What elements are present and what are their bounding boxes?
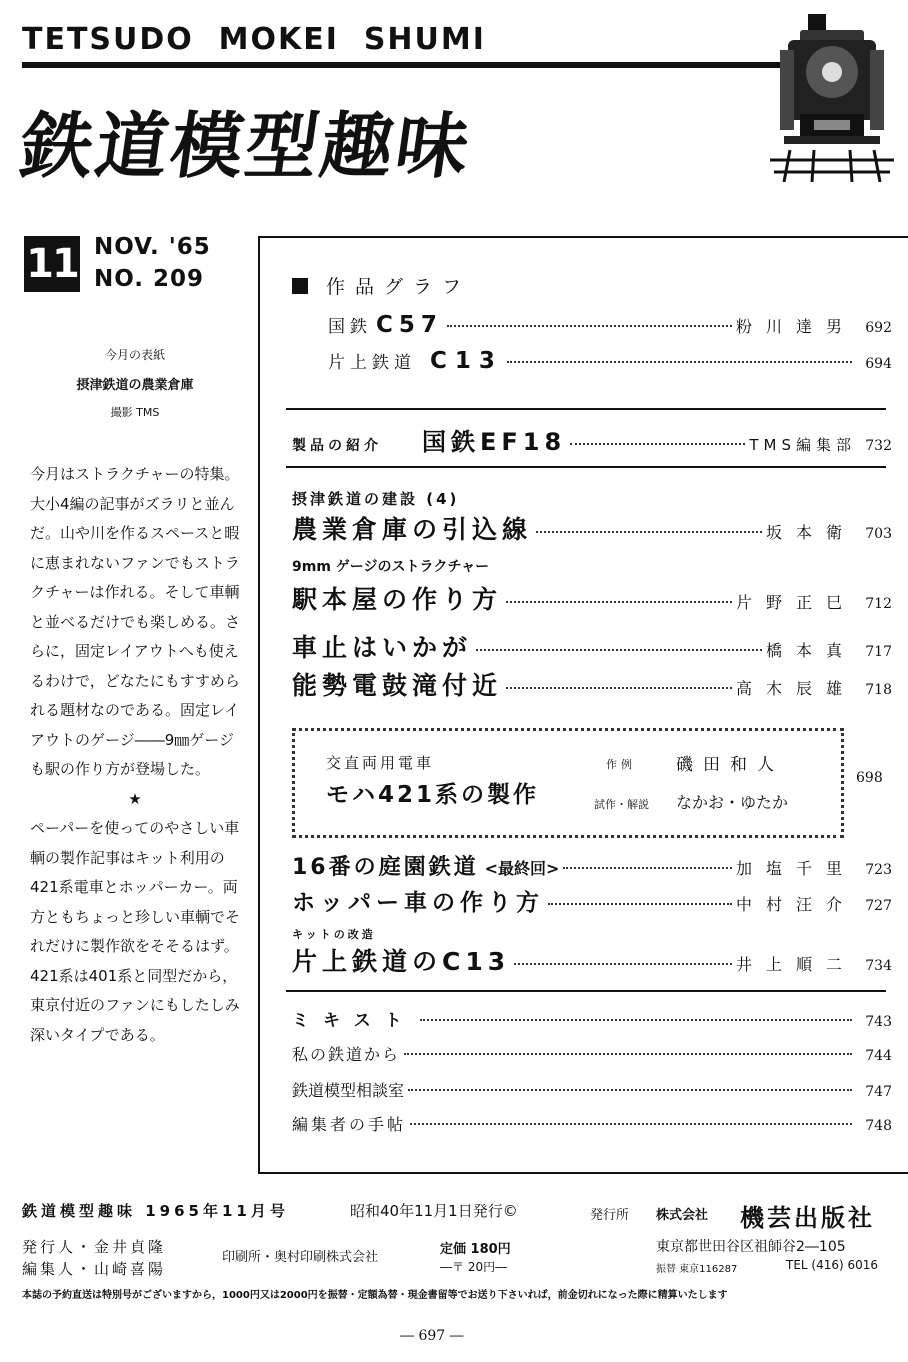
toc-page: 723: [865, 862, 892, 878]
issue-month: NOV. '65: [94, 234, 211, 260]
toc-page: 703: [865, 526, 892, 542]
toc-title: 編集者の手帖: [292, 1115, 407, 1134]
toc-row[interactable]: [328, 348, 892, 374]
feature-name-1: 磯田和人: [676, 755, 784, 775]
graph-header: [292, 272, 471, 299]
footer-notice: 本誌の予約直送は特別号がございますから，1000円又は2000円を振替・定額為替・現金書留等でお送り下さいれば，前金切れになった際に精算いたします: [22, 1290, 728, 1301]
page-number: ― 697 ―: [400, 1328, 464, 1344]
toc-frame: [258, 236, 908, 1174]
sidebar-text: [30, 460, 240, 1050]
toc-row[interactable]: [292, 942, 892, 978]
issue-no: NO. 209: [94, 266, 205, 292]
toc-title: ミキスト: [292, 1011, 416, 1031]
toc-row[interactable]: [292, 1112, 892, 1135]
leader-dots: [506, 687, 732, 689]
feature-role-1: 作例: [606, 758, 636, 771]
toc-note: <最終回>: [484, 859, 560, 878]
toc-page: 718: [865, 682, 892, 698]
toc-page: 732: [865, 438, 892, 454]
toc-row[interactable]: [292, 628, 892, 664]
toc-title: 駅本屋の作り方: [292, 585, 503, 614]
leader-dots: [563, 867, 732, 869]
publisher-phone: TEL (416) 6016: [786, 1258, 879, 1272]
toc-page: 748: [865, 1118, 892, 1134]
feature-kicker: 交直両用電車: [326, 754, 435, 772]
toc-page: 734: [865, 958, 892, 974]
product-label: 製品の紹介: [292, 438, 382, 454]
series-label: 摂津鉄道の建設 (4): [292, 490, 460, 508]
feature-page: 698: [856, 770, 883, 786]
toc-title: 農業倉庫の引込線: [292, 515, 533, 544]
toc-page: 712: [865, 596, 892, 612]
toc-row[interactable]: [328, 312, 892, 338]
cover-label: 今月の表紙: [104, 348, 165, 362]
toc-row[interactable]: [292, 1078, 892, 1101]
toc-title: 私の鉄道から: [292, 1045, 401, 1064]
toc-row[interactable]: [292, 850, 892, 881]
toc-author: 橋本真: [765, 641, 856, 660]
leader-dots: [447, 325, 732, 327]
toc-row[interactable]: [292, 666, 892, 702]
cover-credit: 撮影 TMS: [110, 406, 160, 419]
leader-dots: [476, 649, 762, 651]
toc-title: C13: [430, 348, 503, 374]
toc-author: 粉川達男: [735, 317, 856, 336]
toc-row[interactable]: [292, 884, 892, 917]
toc-page: 747: [865, 1084, 892, 1100]
divider: [286, 408, 886, 410]
toc-author: 加塩千里: [735, 859, 856, 878]
kit-label: キットの改造: [292, 928, 376, 941]
feature-name-2: なかお・ゆたか: [676, 793, 789, 812]
toc-row[interactable]: [292, 1006, 892, 1031]
star-divider: ★: [128, 789, 142, 808]
divider: [286, 990, 886, 992]
leader-dots: [548, 903, 732, 905]
publisher-label: 発行所: [590, 1208, 630, 1223]
toc-title: 車止はいかが: [292, 633, 473, 662]
footer-date: 昭和40年11月1日発行©: [350, 1202, 518, 1220]
toc-title: 片上鉄道のC13: [292, 947, 511, 976]
toc-title: 能勢電鼓滝付近: [292, 671, 503, 700]
toc-page: 694: [865, 356, 892, 372]
toc-page: 743: [865, 1014, 892, 1030]
feature-title: モハ421系の製作: [326, 782, 540, 808]
toc-author: TMS編集部: [749, 436, 856, 454]
toc-page: 727: [865, 898, 892, 914]
footer-postage: ―〒 20円―: [440, 1260, 508, 1274]
footer-issuer: 発行人・金井貞隆: [22, 1238, 167, 1256]
leader-dots: [420, 1019, 852, 1021]
masthead-latin: TETSUDO MOKEI SHUMI: [22, 22, 486, 57]
toc-title: 鉄道模型相談室: [292, 1081, 405, 1100]
feature-role-2: 試作・解説: [594, 798, 649, 811]
footer-editor: 編集人・山崎喜陽: [22, 1260, 167, 1278]
locomotive-icon: [770, 10, 894, 182]
leader-dots: [507, 361, 852, 363]
toc-title: 16番の庭園鉄道: [292, 855, 479, 880]
cover-title: 摂津鉄道の農業倉庫: [76, 378, 194, 393]
toc-row[interactable]: [292, 422, 892, 457]
leader-dots: [410, 1123, 852, 1125]
toc-prefix: 片上鉄道: [328, 353, 416, 373]
masthead-rule: [22, 62, 782, 68]
publisher-transfer: 振替 東京116287: [656, 1264, 738, 1275]
footer-printer: 印刷所・奥村印刷株式会社: [222, 1250, 379, 1265]
toc-author: 坂本衛: [765, 523, 856, 542]
publisher-address: 東京都世田谷区祖師谷2―105: [656, 1239, 846, 1255]
square-bullet-icon: [292, 278, 308, 294]
masthead-japanese: 鉄道模型趣味: [15, 104, 478, 188]
leader-dots: [514, 963, 732, 965]
footer-price: 定価 180円: [440, 1242, 511, 1257]
publisher-name: 機芸出版社: [740, 1204, 875, 1232]
leader-dots: [506, 601, 732, 603]
sidebar-para-2: ペーパーを使ってのやさしい車輌の製作記事はキット利用の421系電車とホッパーカー。両方ともちょっと珍しい車輌でそれだけに製作欲をそそるはず。421系は401系と同型だから，東京付近のファンにもしたしみ深いタイプである。: [30, 819, 241, 1044]
toc-author: 高木辰雄: [735, 679, 856, 698]
nine-mm-label: 9mm ゲージのストラクチャー: [292, 559, 490, 575]
leader-dots: [536, 531, 762, 533]
toc-author: 片野正巳: [735, 593, 856, 612]
toc-page: 717: [865, 644, 892, 660]
leader-dots: [404, 1053, 852, 1055]
toc-title: C57: [376, 312, 443, 338]
toc-row[interactable]: [292, 580, 892, 616]
toc-title: 国鉄EF18: [422, 428, 567, 456]
toc-author: 井上順二: [735, 955, 856, 974]
toc-page: 692: [865, 320, 892, 336]
toc-prefix: 国鉄: [328, 317, 372, 337]
footer-magazine: 鉄道模型趣味 1965年11月号: [22, 1202, 289, 1220]
sidebar-para-1: 今月はストラクチャーの特集。大小4編の記事がズラリと並んだ。山や川を作るスペースと暇に恵まれないファンでもストラクチャーは作れる。そして車輌と並べるだけでも楽しめる。さらに，固定レイアウトへも使えるわけで，どなたにもすすめられる題材なのである。固定レイアウトのゲージ――9㎜ゲージも駅の作り方が登場した。: [30, 465, 241, 778]
divider: [286, 466, 886, 468]
leader-dots: [570, 443, 745, 445]
toc-author: 中村汪介: [735, 895, 856, 914]
toc-title: ホッパー車の作り方: [292, 890, 544, 916]
toc-row[interactable]: [292, 1042, 892, 1065]
toc-row[interactable]: [292, 510, 892, 546]
toc-page: 744: [865, 1048, 892, 1064]
graph-header-label: 作品グラフ: [326, 276, 472, 298]
leader-dots: [408, 1089, 852, 1091]
issue-number: 11: [24, 236, 80, 292]
publisher-kind: 株式会社: [656, 1208, 709, 1223]
